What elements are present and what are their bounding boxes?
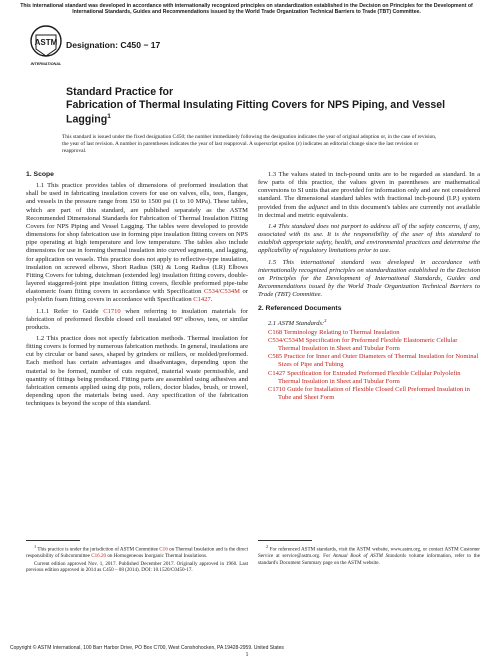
paragraph-1-2: 1.2 This practice does not specify fabrication methods. Thermal insulation for fitting covers is formed by numerous fabrication methods. In general, insulations are cut by circular or band saws, shaped by grinders or millers, or molded/preformed. Each method has certain advantages and disadvantages, depending upon the material to be formed, number of cuts required, material waste permissible, and quantity of fittings being produced. Fitting parts are assembled using adhesives and fabrication cements applied using dip pots, rollers, doctor blades, brush, or trowel, depending upon the materials being used. Any specification of the fabrication techniques is beyond the scope of this standard. [26,334,248,408]
p1-1-mid: or polyolefin foam fitting covers in accordance with Specification [26,288,249,304]
link-c1620[interactable]: C16.20 [91,553,107,560]
p1-1-1-b: when referring to insulation materials for fabrication of preformed flexible closed cell insulated 90° elbows, tees, or similar products. [26,307,249,331]
fn1-marker: 1 [34,544,37,549]
p1-3-b: and in this document's tables are currently not available in decimal and metric equivalents. [258,203,481,219]
p1-3-a: 1.3 The values stated in inch-pound units are to be regarded as standard. In a few parts of this practice, the values given in parentheses are mathematical conversions to SI units that are provided for information only and are not considered standard. The dimensional standard tables with fractional inch-pound (I.P.) system provided from the [258,171,480,211]
fn2-b: volume information, refer to the standard's Document Summary page on the ASTM website. [258,553,480,566]
footnote-2 [258,544,480,566]
footnotes-left [26,544,248,575]
reference-title[interactable]: Terminology Relating to Thermal Insulation [283,328,400,336]
astm-logo-icon [28,24,64,68]
designation: Designation: C450 − 17 [66,40,161,50]
title-footnote-marker: 1 [107,113,111,121]
reference-code[interactable]: C1427 [268,369,286,377]
left-column [26,171,248,411]
reference-title[interactable]: Specification for Extruded Preformed Flexible Cellular Polyolefin Thermal Insulation in Sheet and Tubular Form [278,369,461,385]
copyright-notice: Copyright © ASTM International, 100 Barr Harbor Drive, PO Box C700, West Conshohocken, PA 19428-2959. United States [10,645,284,651]
fn2-marker: 2 [266,544,269,549]
link-c1710[interactable]: C1710 [103,307,121,315]
link-c16[interactable]: C16 [159,546,168,553]
paragraph-1-1-1 [26,308,248,332]
p1-1-end: . [210,296,213,304]
reference-title[interactable]: Guide for Installation of Flexible Closed Cell Preformed Insulation in Tube and Sheet Form [278,385,470,402]
reference-title[interactable]: Practice for Inner and Outer Diameters of Thermal Insulation for Nominal Sizes of Pipe and Tubing [278,353,479,369]
p1-1-text: 1.1 This practice provides tables of dimensions of preformed insulation that shall be used in fabricating insulation covers for use on valves, ells, tees, flanges, and vessels in the pressure range from 150 to 1500 psi (1 to 10 MPa). These tables, which are part of this standard, are published separately as the ASTM Recommended Dimensional Standards for Fabrication of Thermal Insulation Fitting Covers for NPS Piping and Vessel Lagging. The tables were developed to provide dimensions for shop fabrication use in forming pipe insulation fitting covers on NPS pipe operating at high temperature and low temperature. The tables also include dimensions for use in forming thermal insulation into curved segments, and lagging, for application on vessels. This practice does not apply to reflective-type insulation, insulation on screwed elbows, Short Radius (SR) & Long Radius (LR) Elbows Fitting Covers for tubing, dutchman (extended leg) insulation fitting covers, double-layered staggered-joint pipe insulation fitting covers, flexible preformed pipe-tube elastomeric foam fitting covers in accordance with Specification [26,182,248,296]
header-note: This international standard was developed in accordance with internationally recognized principles on standardization established in the Decision on Principles for the Development of International Standards, Guides and Recommendations issued by the World Trade Organization Technical Barriers to Trade (TBT) Committee. [20,3,473,16]
reference-item [268,386,480,402]
reference-code[interactable]: C585 [268,353,283,361]
paragraph-1-4: 1.4 This standard does not purport to address all of the safety concerns, if any, associated with its use. It is the responsibility of the user of this standard to establish appropriate safety, health, and environmental practices and determine the applicability of regulatory limitations prior to use. [258,222,480,255]
reference-item [268,329,480,337]
paragraph-1-3 [258,171,480,220]
references-intro [268,317,480,328]
paragraph-1-1 [26,182,248,304]
document-title [66,86,446,126]
issued-note: This standard is issued under the fixed designation C450; the number immediately following the designation indicates the year of original adoption or, in the case of revision, the year of last revision. A number in parentheses indicates the year of last reapproval. A superscript epsilon (ε) indicates an editorial change since the last revision or reapproval. [62,134,437,154]
reference-item [268,370,480,386]
fn2-a: For referenced ASTM standards, visit the ASTM website, www.astm.org, or contact ASTM Customer Service at service@astm.org. For [258,546,480,560]
reference-item [268,353,480,369]
reference-code[interactable]: C534/C534M [268,336,305,344]
footnote-1 [26,544,248,560]
fn1-b: on Thermal Insulation and is the direct responsibility of Subcommittee [26,546,249,560]
page-number: 1 [245,652,249,658]
link-c534[interactable]: C534/C534M [203,288,240,296]
footnote-divider-right [258,540,312,541]
fn1-a: This practice is under the jurisdiction of ASTM Committee [37,546,158,553]
scope-heading: 1. Scope [26,171,54,178]
references-footnote-marker: 2 [324,317,327,323]
footnotes-right [258,544,480,567]
paragraph-1-5: 1.5 This international standard was developed in accordance with internationally recognized principles on standardization established in the Decision on Principles for the Development of International Standards, Guides and Recommendations issued by the World Trade Organization Technical Barriers to Trade (TBT) Committee. [258,258,480,299]
reference-code[interactable]: C1710 [268,385,286,393]
title-main: Fabrication of Thermal Insulating Fitting Covers for NPS Piping, and Vessel Lagging [66,98,446,126]
references-list [258,317,480,403]
reference-code[interactable]: C168 [268,328,283,336]
title-line-2 [66,99,446,127]
link-c1427[interactable]: C1427 [193,296,211,304]
title-line-1: Standard Practice for [66,86,174,98]
p1-3-italic: adjunct [308,203,329,211]
fn1-c: on Homogeneous Inorganic Thermal Insulations. [107,553,208,560]
p1-1-1-a: 1.1.1 Refer to Guide [36,307,99,315]
references-intro-text: 2.1 ASTM Standards: [268,319,325,327]
right-column [258,171,480,402]
logo-subtext: INTERNATIONAL [30,62,62,66]
reference-title[interactable]: Specification for Preformed Flexible Elastomeric Cellular Thermal Insulation in Sheet and Tubular Form [278,336,458,353]
footnote-edition: Current edition approved Nov. 1, 2017. Published December 2017. Originally approved in 1960. Last previous edition approved in 2014 as C450 – 08 (2014). DOI: 10.1520/C0450-17. [26,561,248,574]
references-heading: 2. Referenced Documents [258,305,342,313]
reference-item [268,337,480,353]
fn2-italic: Annual Book of ASTM Standards [332,553,406,560]
footnote-divider-left [26,540,80,541]
logo-text: ASTM [34,38,58,47]
